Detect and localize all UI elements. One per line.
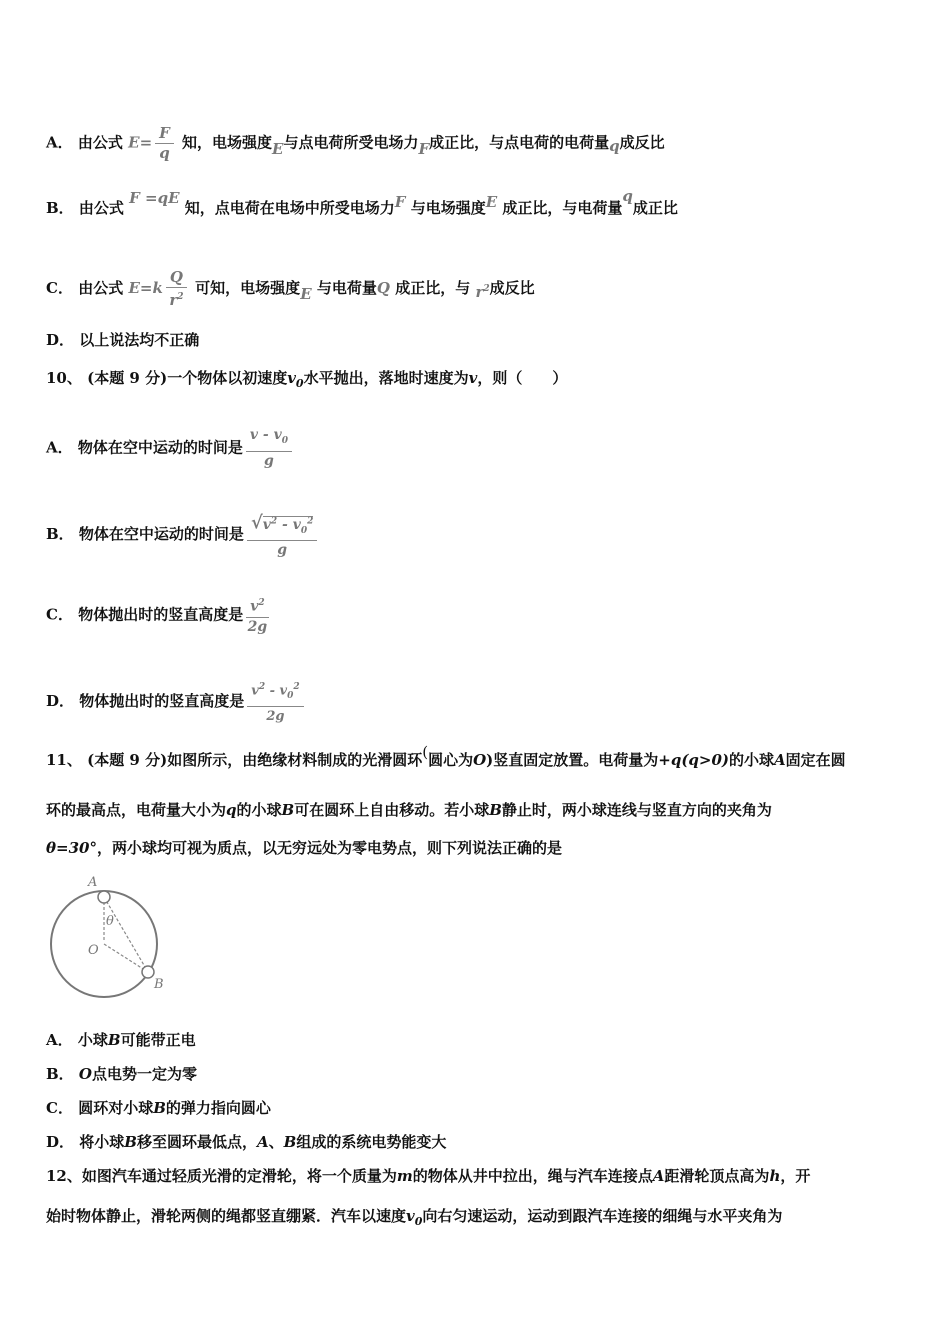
numerator (246, 426, 292, 452)
numerator: F (155, 124, 174, 144)
text: 固定在圆 (785, 751, 846, 769)
option-label: C． (46, 279, 73, 297)
text: 由公式 (77, 133, 123, 152)
option-label: D． (46, 1133, 75, 1151)
q9-option-d (46, 330, 199, 350)
math-var (287, 369, 304, 390)
text: 距滑轮顶点高为 (664, 1167, 770, 1185)
option-label: C． (46, 1099, 73, 1117)
text: ，开 (780, 1167, 811, 1185)
num-sub: 0 (281, 435, 288, 446)
q9-option-a (46, 124, 665, 163)
num-base: v (250, 598, 259, 615)
denominator (166, 288, 187, 310)
num-exp: 2 (293, 682, 300, 692)
text: 、 (268, 1133, 284, 1151)
option-label: D． (46, 331, 75, 349)
text: 静止时，两小球连线与竖直方向的夹角为 (501, 801, 772, 819)
option-label: C． (46, 605, 73, 624)
text: 的小球 (236, 801, 282, 819)
text: 物体在空中运动的时间是 (78, 525, 244, 544)
num-sub: 0 (287, 690, 294, 701)
option-label: A． (46, 133, 73, 152)
math-var: q (622, 187, 633, 205)
text: 由公式 (78, 279, 124, 297)
math-var: O (78, 1065, 92, 1083)
text: 与电场强度 (410, 199, 486, 217)
ring-diagram-svg (44, 870, 174, 1000)
text: 向右匀速运动，运动到跟汽车连接的细绳与水平夹角为 (422, 1207, 783, 1225)
math-eq: = (139, 279, 153, 297)
text: 如图所示，由绝缘材料制成的光滑圆环 (167, 751, 423, 769)
math-var: E (128, 279, 140, 297)
math-var: m (396, 1167, 413, 1185)
math-var: Q (376, 279, 390, 297)
label-a: A (88, 875, 98, 890)
option-label: D． (46, 691, 75, 710)
den-exp: 2 (177, 292, 184, 302)
text: 与电荷量 (316, 279, 377, 297)
num-sub: 0 (300, 525, 308, 536)
math-base: r (475, 283, 484, 301)
q11-option-c (46, 1098, 271, 1118)
math-var: B (489, 801, 502, 819)
num-base: v (251, 683, 259, 699)
text: 成正比，与点电荷的电荷量 (429, 133, 610, 152)
text: 知，电场强度 (182, 133, 273, 152)
q9-option-b (46, 187, 678, 218)
fraction (247, 678, 303, 726)
text: 以上说法均不正确 (79, 331, 200, 349)
option-label: A． (46, 1031, 73, 1049)
text: 始时物体静止，滑轮两侧的绳都竖直绷紧．汽车以速度 (46, 1207, 407, 1225)
text: 知，点电荷在电场中所受电场力 (184, 199, 395, 217)
math-var: B (153, 1099, 166, 1117)
text: 成反比 (619, 133, 665, 152)
q10-stem (46, 368, 567, 394)
ball-b (142, 966, 154, 978)
fraction (246, 594, 268, 637)
text: 成正比，与电荷量 (502, 199, 623, 217)
question-number: 10、 (46, 369, 82, 387)
math-var: A (652, 1167, 665, 1185)
text: 圆心为 (428, 751, 474, 769)
fraction (246, 426, 292, 471)
math-sub: 0 (295, 377, 304, 390)
math-var: v (468, 369, 478, 387)
numerator: Q (166, 268, 187, 288)
math-expr: θ=30° (46, 839, 97, 857)
math-var: B (107, 1031, 121, 1049)
text: 的小球 (729, 751, 775, 769)
math-expr: +q(q>0) (658, 751, 730, 769)
radicand (262, 516, 314, 536)
math-eq: = (139, 133, 153, 152)
math-var: q (609, 136, 620, 155)
numerator (246, 594, 268, 618)
label-b: B (154, 977, 164, 992)
text: 小球 (77, 1031, 108, 1049)
ring-diagram (44, 870, 174, 1004)
math-exp: 2 (483, 284, 490, 294)
sqrt-icon: √ (250, 512, 263, 534)
math-var: E (272, 139, 284, 158)
denominator: g (277, 542, 288, 559)
text: 与点电荷所受电场力 (283, 133, 419, 152)
question-number: 11、 (46, 751, 82, 769)
q11-option-b (46, 1064, 197, 1084)
text: 物体抛出时的竖直高度是 (79, 691, 245, 710)
text: 的物体从井中拉出，绳与汽车连接点 (412, 1167, 653, 1185)
text: 移至圆环最低点， (136, 1133, 257, 1151)
math-var: A (256, 1133, 269, 1151)
denominator: g (264, 452, 274, 469)
math-var: k (152, 279, 163, 297)
text: 圆环对小球 (78, 1099, 154, 1117)
q12-stem-line2 (46, 1206, 782, 1232)
q10-option-d (46, 678, 307, 726)
math-var: q (226, 801, 237, 819)
label-theta: θ (106, 914, 114, 929)
text: 水平抛出，落地时速度为 (303, 369, 469, 387)
math-var: O (473, 751, 487, 769)
option-label: B． (46, 199, 74, 217)
denominator: 2g (266, 708, 285, 724)
q9-option-c (46, 268, 535, 310)
option-label: B． (46, 525, 74, 544)
math-var: F (418, 139, 430, 158)
text: 的弹力指向圆心 (165, 1099, 271, 1117)
score: (本题 9 分) (87, 751, 168, 769)
math-formula: F =qE (129, 189, 180, 207)
text: 物体抛出时的竖直高度是 (78, 605, 244, 624)
math-var: B (124, 1133, 137, 1151)
math-base: v (287, 369, 296, 387)
q11-stem-line1 (46, 743, 846, 770)
q10-option-c (46, 594, 272, 637)
option-label: B． (46, 1065, 74, 1083)
text: 成正比 (632, 199, 678, 217)
num-mid: - v (265, 683, 288, 699)
q10-option-b (46, 510, 320, 560)
text: 由公式 (78, 199, 124, 217)
math-var: B (283, 1133, 297, 1151)
math-var (475, 283, 489, 301)
text: 点电势一定为零 (92, 1065, 198, 1083)
option-label: A． (46, 438, 73, 457)
math-sub: 0 (414, 1215, 423, 1228)
math-var: A (774, 751, 786, 769)
text: 物体在空中运动的时间是 (77, 438, 243, 457)
num-text: v - v (249, 427, 282, 443)
text: 成反比 (489, 279, 535, 297)
math-var: F (394, 193, 406, 211)
denominator: q (159, 144, 170, 162)
num-exp: 2 (258, 598, 265, 608)
text: 组成的系统电势能变大 (296, 1133, 447, 1151)
text: 环的最高点，电荷量大小为 (46, 801, 227, 819)
text: ，两小球均可视为质点，以无穷远处为零电势点，则下列说法正确的是 (96, 839, 562, 857)
text: ，则（ ） (477, 369, 568, 387)
denominator: 2g (247, 618, 268, 635)
num-mid: - v (277, 516, 301, 533)
math-var (406, 1207, 423, 1228)
question-number: 12、 (46, 1167, 82, 1185)
text: 可能带正电 (120, 1031, 196, 1049)
text: )竖直固定放置。电荷量为 (486, 751, 659, 769)
q11-stem-line2 (46, 800, 772, 820)
num-exp: 2 (270, 516, 278, 526)
ab-line (104, 897, 148, 972)
q11-stem-line3 (46, 838, 562, 858)
text: 可在圆环上自由移动。若小球 (294, 801, 490, 819)
numerator (247, 678, 303, 707)
num-exp: 2 (258, 682, 266, 692)
numerator (247, 510, 317, 541)
fraction (155, 124, 174, 163)
paren: ( (422, 743, 429, 761)
label-o: O (88, 943, 99, 958)
q12-stem-line1 (46, 1166, 810, 1186)
num-exp: 2 (307, 516, 314, 526)
text: 如图汽车通过轻质光滑的定滑轮，将一个质量为 (81, 1167, 397, 1185)
score: (本题 9 分) (87, 369, 168, 387)
q11-option-d (46, 1132, 446, 1152)
math-var: B (281, 801, 295, 819)
math-var: E (300, 285, 312, 303)
text: 成正比，与 (395, 279, 471, 297)
math-base: v (406, 1207, 415, 1225)
den-base: r (169, 291, 178, 309)
text: 一个物体以初速度 (167, 369, 288, 387)
fraction (166, 268, 187, 310)
q11-option-a (46, 1030, 196, 1050)
q10-option-a (46, 426, 295, 471)
math-var: E (485, 193, 498, 211)
ball-a (98, 891, 110, 903)
text: 可知，电场强度 (195, 279, 301, 297)
math-var: h (769, 1167, 781, 1185)
num-base: v (262, 516, 271, 533)
math-var: E (128, 133, 140, 152)
ob-line (104, 944, 148, 972)
fraction (247, 510, 317, 560)
text: 将小球 (79, 1133, 125, 1151)
